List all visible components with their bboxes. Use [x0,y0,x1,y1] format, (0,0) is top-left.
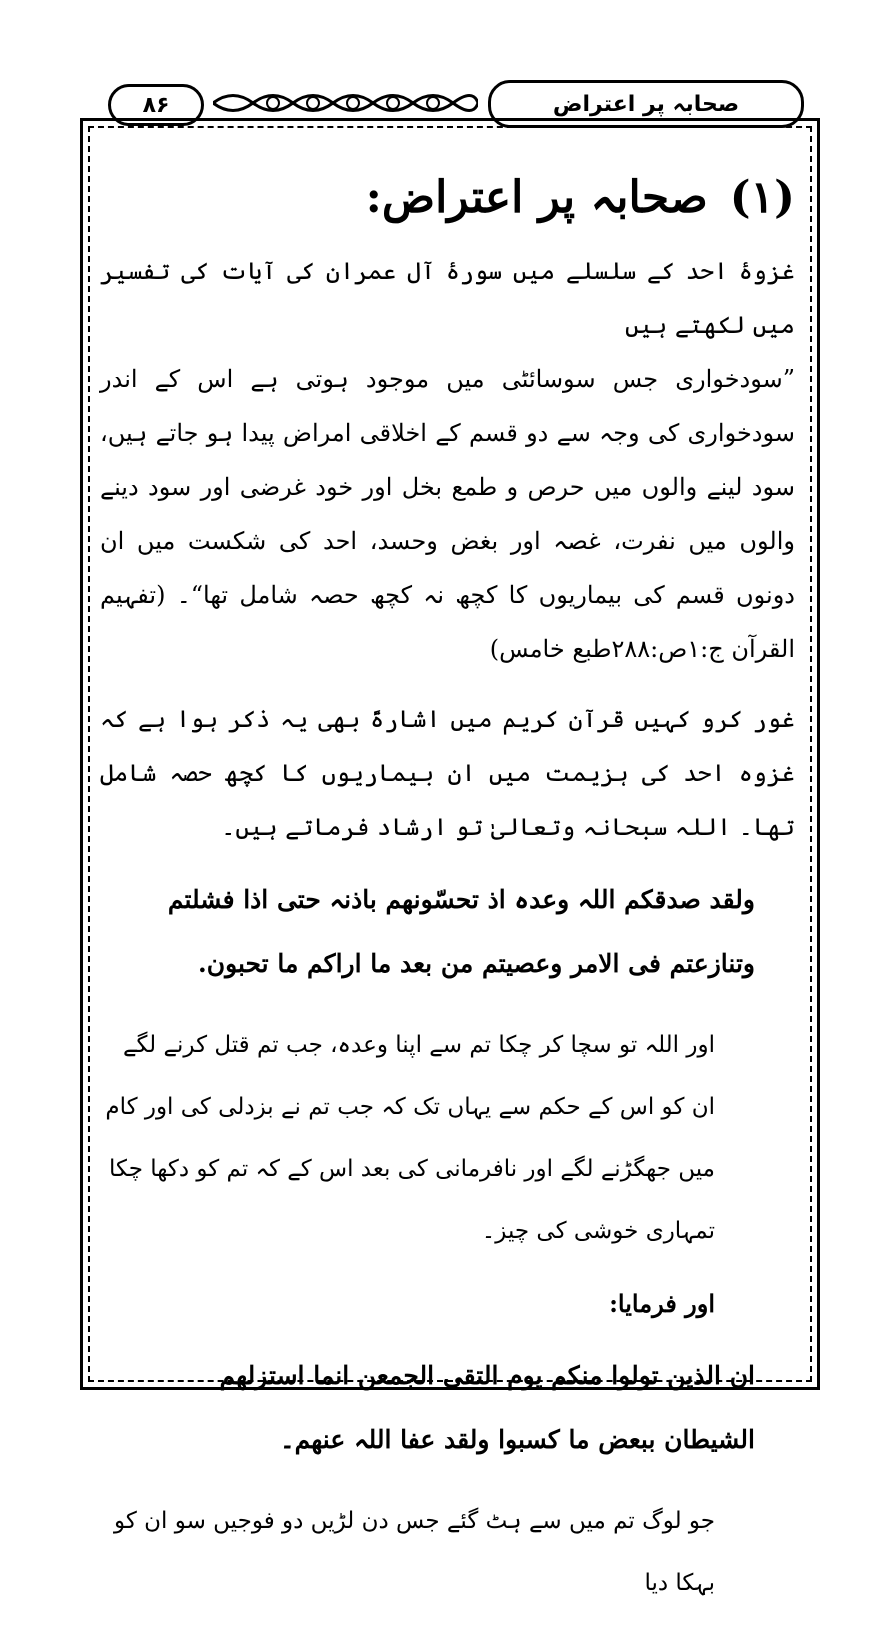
page-number: ۸۶ [108,84,204,126]
commentary-paragraph: غور کرو کہیں قرآن کریم میں اشارۃً بھی یہ ذکر ہوا ہے کہ غزوہ احد کی ہزیمت میں ان بیماریوں کا کچھ حصہ شامل تھا۔ اللہ سبحانہ وتعالیٰ تو ارشاد فرماتے ہیں۔ [100,705,795,841]
verse-2-line-2: الشیطان ببعض ما کسبوا ولقد عفا اللہ عنھم۔ [279,1425,755,1454]
decorative-ornament-icon [213,88,478,118]
quoted-passage: ”سودخواری جس سوسائٹی میں موجود ہوتی ہے اس کے اندر سودخواری کی وجہ سے دو قسم کے اخلاقی امراض پیدا ہو جاتے ہیں، سود لینے والوں میں حرص و طمع بخل اور خود غرضی اور سود دینے والوں میں نفرت، غصہ اور بغض وحسد، احد کی شکست میں ان دونوں قسم کی بیماریوں کا کچھ نہ کچھ حصہ شامل تھا“۔ (تفہیم القرآن ج:۱ص:۲۸۸طبع خامس) [100,365,795,663]
intro-paragraph: غزوۂ احد کے سلسلے میں سورۂ آل عمران کی آیات کی تفسیر میں لکھتے ہیں [100,257,795,339]
section-heading [100,158,795,238]
page-content [100,158,795,1626]
translation-1: اور اللہ تو سچا کر چکا تم سے اپنا وعدہ، جب تم قتل کرنے لگے ان کو اس کے حکم سے یہاں تک کہ جب تم نے بزدلی کی اور کام میں جھگڑنے لگے اور نافرمانی کی بعد اس کے کہ تم کو دکھا چکا تمہاری خوشی کی چیز۔ [105,1032,715,1244]
running-title: صحابہ پر اعتراض [488,80,804,128]
translation-2: جو لوگ تم میں سے ہٹ گئے جس دن لڑیں دو فوجیں سو ان کو بہکا دیا [113,1508,715,1596]
quran-verse-2 [100,1344,755,1472]
quran-verse-1 [100,868,755,996]
section-title: صحابہ پر اعتراض: [365,172,708,223]
section-number: (۱) [729,172,795,223]
verse-1-line-1: ولقد صدقکم اللہ وعدہ اذ تحسّونھم باذنہ حتی اذا فشلتم [167,885,755,914]
verse-2-line-1: ان الذین تولوا منکم یوم التقی الجمعن انما استزلھم [219,1361,755,1390]
verse-1-line-2: وتنازعتم فی الامر وعصیتم من بعد ما اراکم ما تحبون. [198,949,755,978]
and-he-said-label: اور فرمایا: [609,1289,715,1318]
